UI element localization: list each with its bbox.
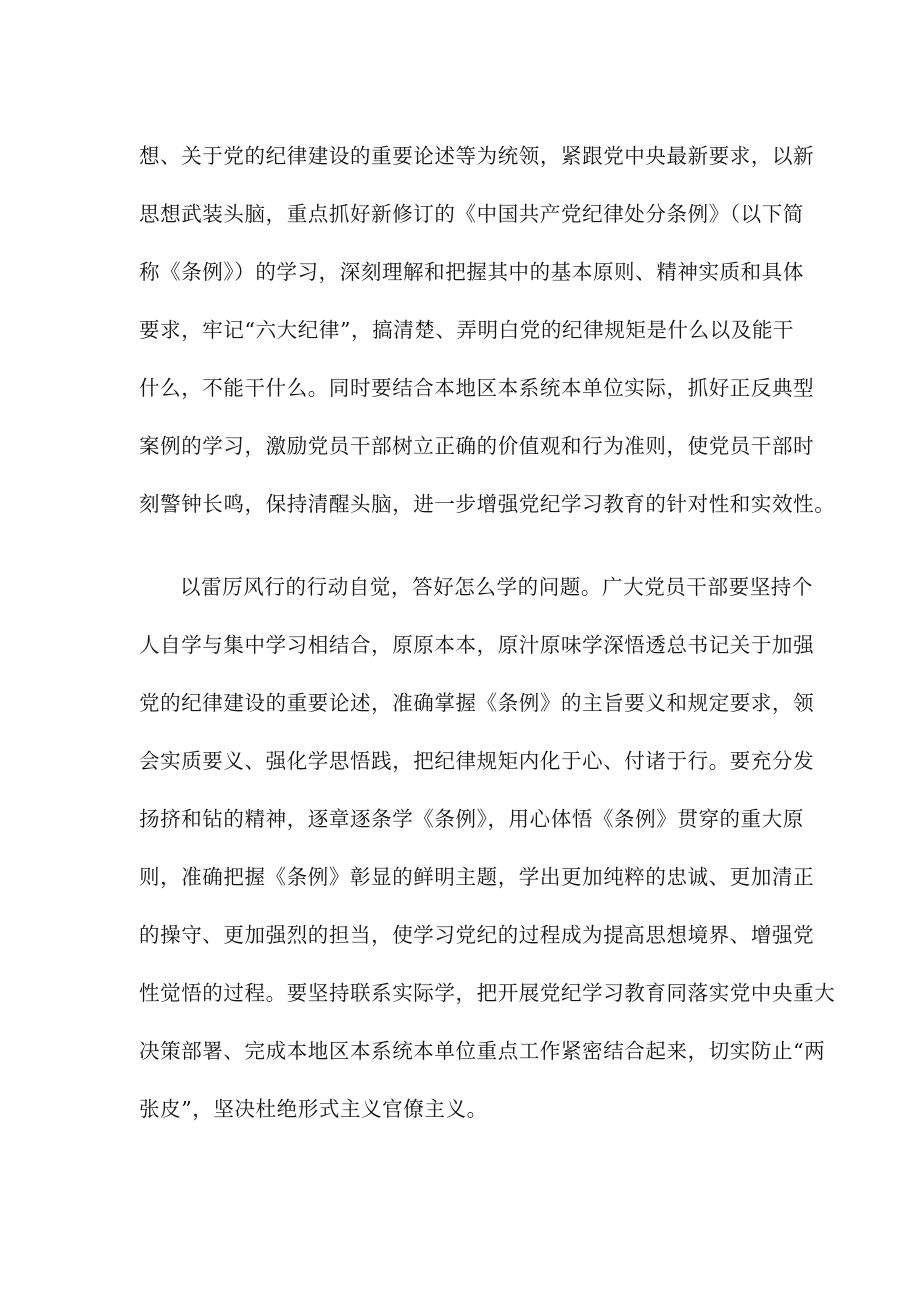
paragraph-line: 想、关于党的纪律建设的重要论述等为统领，紧跟党中央最新要求，以新 bbox=[139, 144, 815, 168]
paragraph-line: 决策部署、完成本地区本系统本单位重点工作紧密结合起来，切实防止“两 bbox=[139, 1039, 826, 1063]
paragraph-line: 性觉悟的过程。要坚持联系实际学，把开展党纪学习教育同落实党中央重大 bbox=[139, 981, 836, 1005]
paragraph-line: 案例的学习，激励党员干部树立正确的价值观和行为准则，使党员干部时 bbox=[139, 434, 815, 458]
paragraph-line: 什么，不能干什么。同时要结合本地区本系统本单位实际，抓好正反典型 bbox=[139, 376, 815, 400]
paragraph-line: 会实质要义、强化学思悟践，把纪律规矩内化于心、付诸于行。要充分发 bbox=[139, 749, 815, 773]
paragraph-line: 党的纪律建设的重要论述，准确掌握《条例》的主旨要义和规定要求，领 bbox=[139, 691, 815, 715]
paragraph-line: 扬挤和钻的精神，逐章逐条学《条例》，用心体悟《条例》贯穿的重大原 bbox=[139, 807, 804, 831]
paragraph-line: 以雷厉风行的行动自觉，答好怎么学的问题。广大党员干部要坚持个 bbox=[180, 575, 813, 599]
paragraph-line: 人自学与集中学习相结合，原原本本，原汁原味学深悟透总书记关于加强 bbox=[139, 633, 815, 657]
paragraph-line: 张皮”，坚决杜绝形式主义官僚主义。 bbox=[139, 1097, 488, 1121]
paragraph-line: 称《条例》）的学习，深刻理解和把握其中的基本原则、精神实质和具体 bbox=[139, 260, 804, 284]
paragraph-line: 则，准确把握《条例》彰显的鲜明主题，学出更加纯粹的忠诚、更加清正 bbox=[139, 865, 815, 889]
paragraph-line: 刻警钟长鸣，保持清醒头脑，进一步增强党纪学习教育的针对性和实效性。 bbox=[139, 492, 836, 516]
paragraph-line: 思想武装头脑，重点抓好新修订的《中国共产党纪律处分条例》（以下简 bbox=[139, 202, 804, 226]
paragraph-line: 要求，牢记“六大纪律”，搞清楚、弄明白党的纪律规矩是什么以及能干 bbox=[139, 318, 795, 342]
paragraph-line: 的操守、更加强烈的担当，使学习党纪的过程成为提高思想境界、增强党 bbox=[139, 923, 815, 947]
